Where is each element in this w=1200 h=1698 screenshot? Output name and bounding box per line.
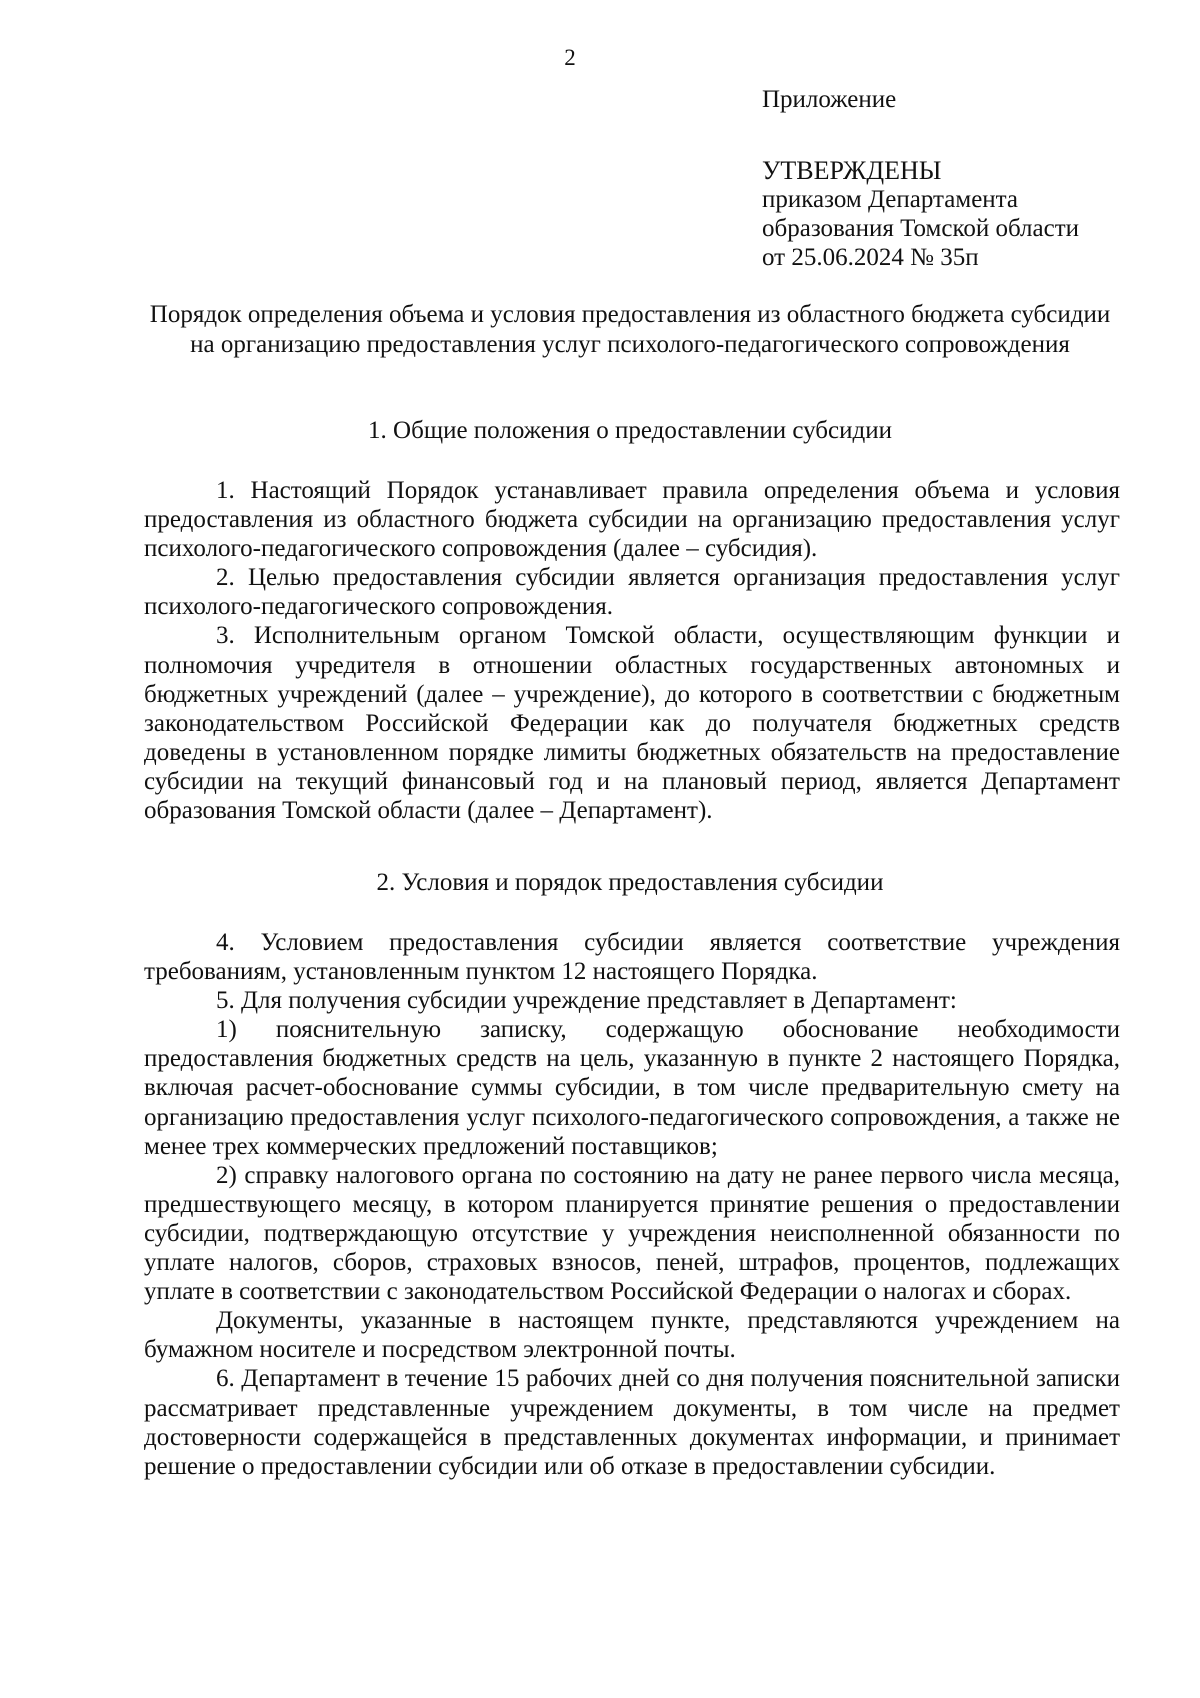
paragraph: Документы, указанные в настоящем пункте, представляются учреждением на бумажном носителе и посредством электронной почты.: [144, 1307, 1120, 1364]
approved-line: образования Томской области: [762, 215, 1080, 242]
paragraph: 4. Условием предоставления субсидии является соответствие учреждения требованиям, установленным пунктом 12 настоящего Порядка.: [144, 929, 1120, 986]
paragraph: 2) справку налогового органа по состоянию на дату не ранее первого числа месяца, предшествующего месяцу, в котором планируется принятие решения о предоставлении субсидии, подтверждающую отсутствие у учреждения неисполненной обязанности по уплате налогов, сборов, страховых взносов, пеней, штрафов, процентов, подлежащих уплате в соответствии с законодательством Российской Федерации о налогах и сборах.: [144, 1161, 1120, 1306]
section-body: [144, 476, 1120, 825]
paragraph: 6. Департамент в течение 15 рабочих дней со дня получения пояснительной записки рассматривает представленные учреждением документы, в том числе на предмет достоверности содержащейся в представленных документах информации, и принимает решение о предоставлении субсидии или об отказе в предоставлении субсидии.: [144, 1365, 1120, 1480]
section-heading: 2. Условия и порядок предоставления субсидии: [376, 869, 884, 896]
section-body: [144, 928, 1120, 1481]
appendix-label: Приложение: [762, 86, 897, 113]
approved-heading: УТВЕРЖДЕНЫ: [762, 156, 942, 185]
paragraph: 5. Для получения субсидии учреждение представляет в Департамент:: [216, 987, 957, 1015]
paragraph: 1. Настоящий Порядок устанавливает правила определения объема и условия предоставления из областного бюджета субсидии на организацию предоставления услуг психолого-педагогического сопровождения (далее – субсидия).: [144, 477, 1120, 563]
paragraph: 3. Исполнительным органом Томской области, осуществляющим функции и полномочия учредителя в отношении областных государственных автономных и бюджетных учреждений (далее – учреждение), до которого в соответствии с бюджетным законодательством Российской Федерации как до получателя бюджетных средств доведены в установленном порядке лимиты бюджетных обязательств на предоставление субсидии на текущий финансовый год и на плановый период, является Департамент образования Томской области (далее – Департамент).: [144, 622, 1120, 825]
section-heading: 1. Общие положения о предоставлении субсидии: [368, 417, 892, 444]
approved-line: от 25.06.2024 № 35п: [762, 244, 979, 271]
paragraph: 2. Целью предоставления субсидии является организация предоставления услуг психолого-педагогического сопровождения.: [144, 564, 1120, 621]
appendix-block: [762, 86, 1182, 272]
page-number: 2: [564, 45, 576, 70]
document-title: Порядок определения объема и условия предоставления из областного бюджета субсидии на организацию предоставления услуг психолого-педагогического сопровождения: [149, 301, 1111, 358]
approved-line: приказом Департамента: [762, 186, 1018, 213]
paragraph: 1) пояснительную записку, содержащую обоснование необходимости предоставления бюджетных средств на цель, указанную в пункте 2 настоящего Порядка, включая расчет-обоснование суммы субсидии, в том числе предварительную смету на организацию предоставления услуг психолого-педагогического сопровождения, а также не менее трех коммерческих предложений поставщиков;: [144, 1016, 1120, 1160]
